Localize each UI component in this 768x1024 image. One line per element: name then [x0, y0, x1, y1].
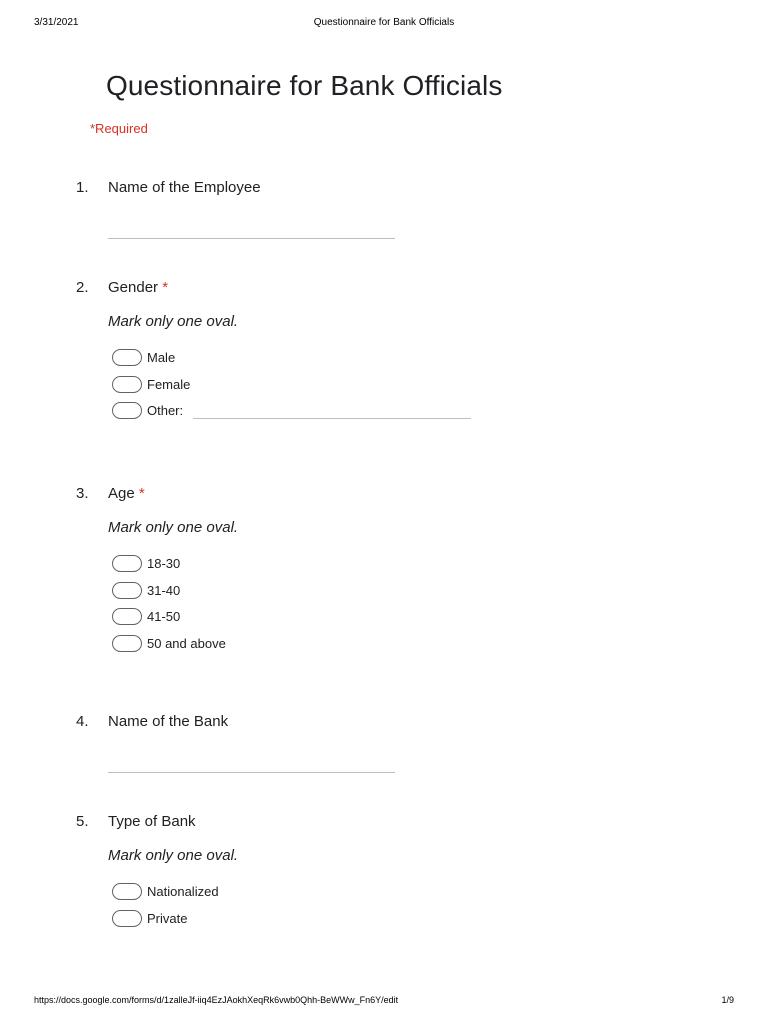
option-18-30[interactable] — [112, 554, 180, 572]
option-label: 41-50 — [147, 608, 181, 624]
radio-oval[interactable] — [112, 608, 142, 625]
option-other[interactable] — [112, 401, 472, 419]
option-label: Other: — [147, 402, 184, 418]
print-footer — [0, 995, 768, 1009]
question-number: 3. — [76, 485, 89, 502]
page-number: 1/9 — [721, 995, 734, 1005]
option-label: 31-40 — [147, 582, 181, 598]
required-star: * — [162, 279, 169, 296]
radio-oval[interactable] — [112, 635, 142, 652]
question-title: Age * — [108, 485, 145, 502]
required-note: *Required — [90, 121, 148, 136]
bank-name-input[interactable] — [108, 772, 395, 773]
print-header — [0, 17, 768, 31]
option-41-50[interactable] — [112, 607, 180, 625]
employee-name-input[interactable] — [108, 238, 395, 239]
question-hint: Mark only one oval. — [108, 847, 239, 864]
radio-oval[interactable] — [112, 349, 142, 366]
question-title: Gender * — [108, 279, 169, 296]
print-date: 3/31/2021 — [34, 17, 79, 28]
question-hint: Mark only one oval. — [108, 313, 239, 330]
option-private[interactable] — [112, 909, 187, 927]
option-label: 18-30 — [147, 555, 181, 571]
option-label: Nationalized — [147, 883, 219, 899]
question-title: Name of the Employee — [108, 179, 261, 196]
question-number: 1. — [76, 179, 89, 196]
print-url: https://docs.google.com/forms/d/1zalleJf-iiq4EzJAokhXeqRk6vwb0Qhh-BeWWw_Fn6Y/edit — [34, 995, 399, 1005]
other-text-input[interactable] — [193, 418, 471, 419]
option-nationalized[interactable] — [112, 882, 219, 900]
option-label: Female — [147, 376, 191, 392]
radio-oval[interactable] — [112, 376, 142, 393]
question-number: 5. — [76, 813, 89, 830]
question-title: Name of the Bank — [108, 713, 229, 730]
option-label: 50 and above — [147, 635, 226, 651]
option-label: Private — [147, 910, 188, 926]
question-number: 4. — [76, 713, 89, 730]
radio-oval[interactable] — [112, 582, 142, 599]
print-title: Questionnaire for Bank Officials — [313, 17, 455, 28]
question-title: Type of Bank — [108, 813, 196, 830]
option-male[interactable] — [112, 348, 175, 366]
radio-oval[interactable] — [112, 402, 142, 419]
question-number: 2. — [76, 279, 89, 296]
required-star: * — [138, 485, 145, 502]
radio-oval[interactable] — [112, 910, 142, 927]
option-female[interactable] — [112, 375, 190, 393]
option-50-and-above[interactable] — [112, 634, 226, 652]
form-title: Questionnaire for Bank Officials — [106, 70, 503, 101]
question-hint: Mark only one oval. — [108, 519, 239, 536]
radio-oval[interactable] — [112, 883, 142, 900]
option-31-40[interactable] — [112, 581, 180, 599]
option-label: Male — [147, 349, 176, 365]
radio-oval[interactable] — [112, 555, 142, 572]
